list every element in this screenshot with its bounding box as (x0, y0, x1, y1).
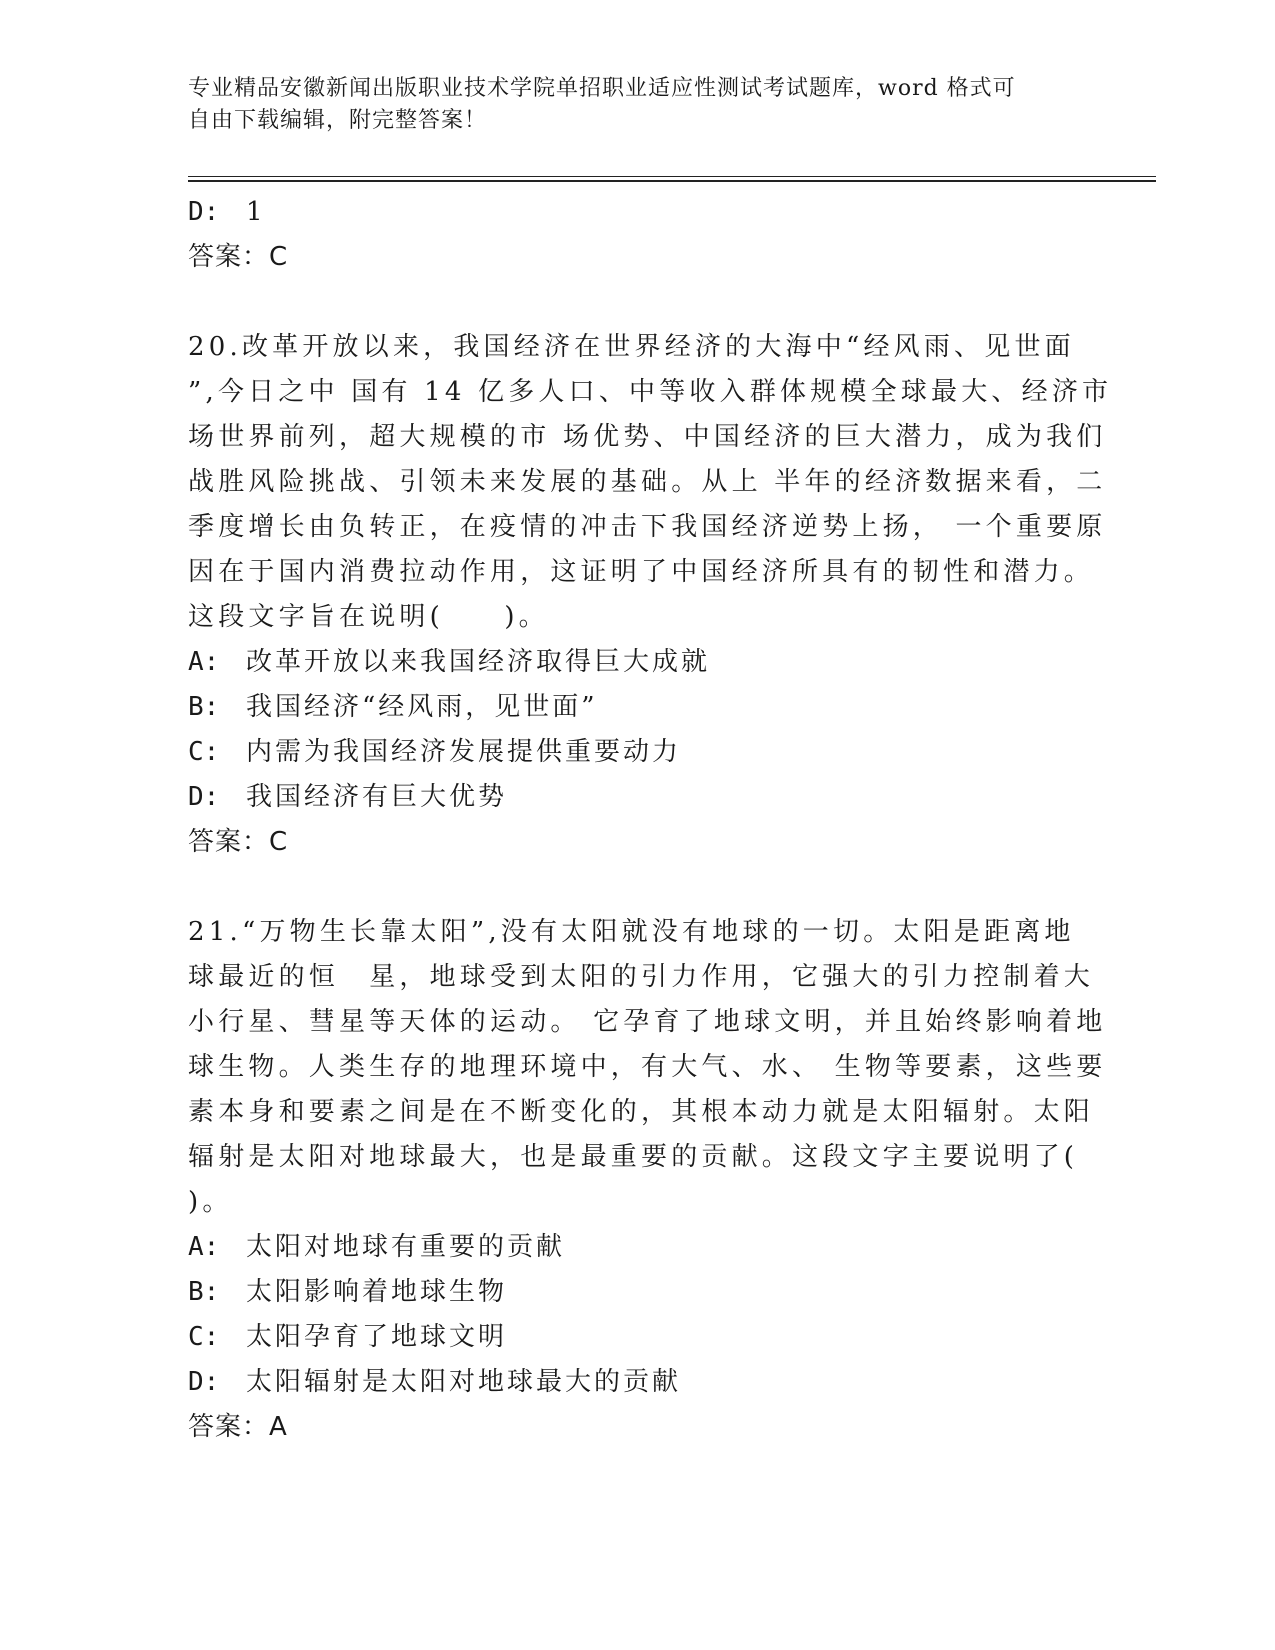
option-letter: D: (188, 782, 220, 812)
option-letter: A: (188, 647, 220, 677)
option-letter: B: (188, 1277, 220, 1307)
page-header (188, 73, 1068, 137)
q20-stem-line: 20.改革开放以来，我国经济在世界经济的大海中“经风雨、见世面 (188, 332, 1075, 362)
q20-stem-line: 因在于国内消费拉动作用，这证明了中国经济所具有的韧性和潜力。 (188, 557, 1095, 587)
q20-stem-line: 季度增长由负转正，在疫情的冲击下我国经济逆势上扬， 一个重要原 (188, 512, 1107, 542)
header-line-2: 自由下载编辑，附完整答案！ (188, 108, 488, 133)
option-text: 太阳影响着地球生物 (246, 1277, 508, 1307)
q21-option-a (188, 1225, 1088, 1270)
option-letter: A: (188, 1232, 220, 1262)
q21-stem-line: 素本身和要素之间是在不断变化的，其根本动力就是太阳辐射。太阳 (188, 1097, 1095, 1127)
option-letter: C: (188, 737, 220, 767)
option-text: 太阳孕育了地球文明 (246, 1322, 508, 1352)
option-letter: C: (188, 1322, 220, 1352)
q21-stem-line: 球最近的恒 星，地球受到太阳的引力作用，它强大的引力控制着大 (188, 962, 1095, 992)
q21-answer: 答案：A (188, 1412, 288, 1442)
q21-stem-line: 21.“万物生长靠太阳”,没有太阳就没有地球的一切。太阳是距离地 (188, 917, 1075, 947)
question-20 (188, 325, 1113, 865)
header-divider-thick (188, 180, 1156, 182)
q21-stem-line: 球生物。人类生存的地理环境中，有大气、水、 生物等要素，这些要 (188, 1052, 1107, 1082)
option-text: 1 (246, 197, 266, 227)
q20-stem-line: ”,今日之中 国有 14 亿多人口、中等收入群体规模全球最大、经济市 (188, 377, 1113, 407)
q20-answer: 答案：C (188, 827, 289, 857)
question-21 (188, 910, 1107, 1450)
option-text: 改革开放以来我国经济取得巨大成就 (246, 647, 711, 677)
option-text: 太阳辐射是太阳对地球最大的贡献 (246, 1367, 682, 1397)
option-text: 内需为我国经济发展提供重要动力 (246, 737, 682, 767)
option-letter: D: (188, 197, 220, 227)
option-text: 太阳对地球有重要的贡献 (246, 1232, 566, 1262)
q21-option-c (188, 1315, 1088, 1360)
q20-stem-line: 这段文字旨在说明( )。 (188, 602, 549, 632)
q20-option-c (188, 730, 1088, 775)
q21-stem-line: )。 (188, 1187, 233, 1217)
q21-option-d (188, 1360, 1088, 1405)
q21-stem-line: 小行星、彗星等天体的运动。 它孕育了地球文明，并且始终影响着地 (188, 1007, 1107, 1037)
prev-answer: 答案：C (188, 242, 289, 272)
spacer (188, 865, 1088, 910)
q21-stem-line: 辐射是太阳对地球最大，也是最重要的贡献。这段文字主要说明了( (188, 1142, 1079, 1172)
q20-stem-line: 战胜风险挑战、引领未来发展的基础。从上 半年的经济数据来看，二 (188, 467, 1107, 497)
option-text: 我国经济有巨大优势 (246, 782, 508, 812)
q21-option-b (188, 1270, 1088, 1315)
option-letter: D: (188, 1367, 220, 1397)
q20-option-b (188, 685, 1088, 730)
q20-option-a (188, 640, 1088, 685)
page-content (188, 190, 1113, 1450)
spacer (188, 280, 1088, 325)
header-divider-thin (188, 176, 1156, 177)
q20-option-d (188, 775, 1088, 820)
header-line-1: 专业精品安徽新闻出版职业技术学院单招职业适应性测试考试题库，word 格式可 (188, 76, 1016, 101)
option-letter: B: (188, 692, 220, 722)
option-text: 我国经济“经风雨，见世面” (246, 692, 598, 722)
q20-stem-line: 场世界前列，超大规模的市 场优势、中国经济的巨大潜力，成为我们 (188, 422, 1107, 452)
prev-option-d (188, 190, 1088, 235)
